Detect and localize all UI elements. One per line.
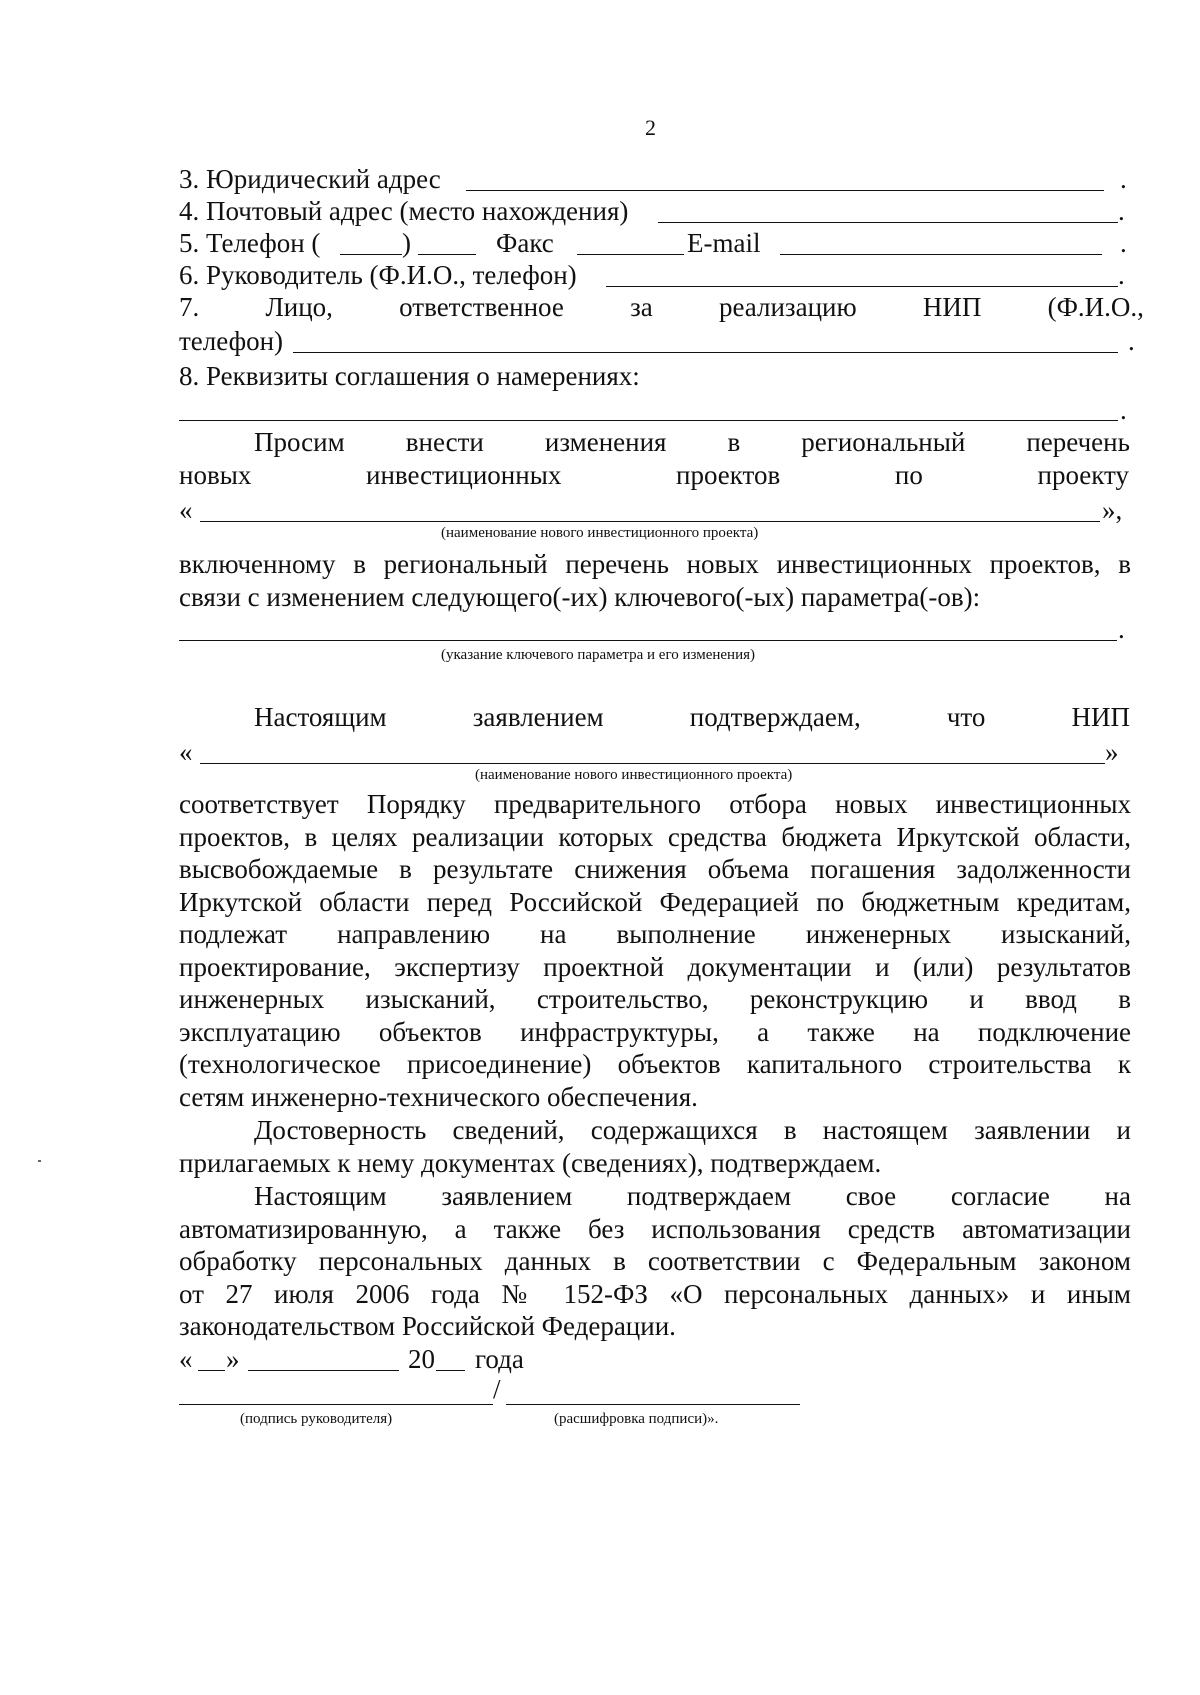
request-line-2 bbox=[179, 459, 1129, 491]
request-text-line: связи с изменением следующего(-их) ключевого(-ых) параметра(-ов): bbox=[179, 581, 981, 612]
request-word: проектов bbox=[676, 460, 781, 490]
confirm-word: подтверждаем, bbox=[689, 702, 861, 732]
confirm-body-line: высвобождаемые в результате снижения объема погашения задолженности bbox=[179, 854, 1131, 884]
date-month-field[interactable] bbox=[248, 1370, 399, 1371]
email-label: E-mail bbox=[687, 228, 761, 258]
postal-address-end: . bbox=[1118, 196, 1125, 226]
confirm-body-line: проектов, в целях реализации которых средства бюджета Иркутской области, bbox=[179, 821, 1131, 852]
request-word: региональный bbox=[801, 427, 966, 457]
director-field[interactable] bbox=[606, 286, 1118, 287]
project-quote-open: « bbox=[179, 495, 193, 525]
legal-address-field[interactable] bbox=[466, 190, 1104, 191]
confirm-word: что bbox=[946, 702, 986, 732]
signature-caption-left: (подпись руководителя) bbox=[240, 1411, 393, 1427]
key-parameter-end: . bbox=[1118, 614, 1125, 644]
agreement-field[interactable] bbox=[179, 420, 1118, 421]
phone-label: 5. Телефон ( bbox=[179, 228, 321, 258]
responsible-end: . bbox=[1128, 326, 1135, 356]
request-word: инвестиционных bbox=[366, 460, 562, 490]
confirm-line-1 bbox=[254, 701, 1130, 733]
signature-decoding-field[interactable] bbox=[506, 1404, 800, 1405]
reliability-line: прилагаемых к нему документах (сведениях), подтверждаем. bbox=[179, 1147, 882, 1178]
confirm-body-line: Иркутской области перед Российской Федерацией по бюджетным кредитам, bbox=[179, 886, 1131, 917]
consent-line: обработку персональных данных в соответствии с Федеральным законом bbox=[179, 1246, 1131, 1276]
director-label: 6. Руководитель (Ф.И.О., телефон) bbox=[179, 260, 577, 290]
phone-code-close: ) bbox=[402, 228, 411, 258]
confirm-body-line: соответствует Порядку предварительного отбора новых инвестиционных bbox=[179, 789, 1131, 819]
margin-dot bbox=[38, 1160, 41, 1162]
request-word: изменения bbox=[544, 427, 667, 457]
request-word: по bbox=[894, 460, 923, 490]
signature-field[interactable] bbox=[179, 1404, 493, 1405]
postal-address-field[interactable] bbox=[658, 222, 1118, 223]
responsible-word: за bbox=[630, 292, 653, 322]
director-end: . bbox=[1118, 260, 1125, 290]
phone-line-end: . bbox=[1120, 228, 1127, 258]
confirm-quote-close: » bbox=[1105, 737, 1119, 767]
responsible-phone-label: телефон) bbox=[179, 326, 284, 356]
signature-slash: / bbox=[493, 1374, 501, 1404]
legal-address-label: 3. Юридический адрес bbox=[179, 164, 441, 194]
confirm-word: заявлением bbox=[472, 702, 604, 732]
fax-label: Факс bbox=[496, 228, 554, 258]
responsible-person-row bbox=[179, 291, 1144, 323]
confirm-body-line: инженерных изысканий, строительство, реконструкцию и ввод в bbox=[179, 984, 1131, 1014]
confirm-body-line: (технологическое присоединение) объектов капитального строительства к bbox=[179, 1049, 1131, 1079]
page-number: 2 bbox=[645, 115, 656, 140]
agreement-end: . bbox=[1120, 395, 1127, 425]
responsible-word: 7. bbox=[179, 292, 200, 322]
confirm-body-line: сетям инженерно-технического обеспечения. bbox=[179, 1081, 698, 1112]
consent-line: Настоящим заявлением подтверждаем свое согласие на bbox=[254, 1181, 1131, 1211]
request-continuation bbox=[179, 548, 1131, 613]
responsible-word: Лицо, bbox=[265, 292, 333, 322]
consent-line: законодательством Российской Федерации. bbox=[179, 1311, 676, 1341]
fax-field[interactable] bbox=[577, 254, 684, 255]
consent-line: автоматизированную, а также без использования средств автоматизации bbox=[179, 1213, 1131, 1244]
phone-code-field[interactable] bbox=[340, 254, 402, 255]
agreement-label: 8. Реквизиты соглашения о намерениях: bbox=[179, 361, 640, 391]
request-word: в bbox=[727, 427, 741, 457]
confirm-project-field[interactable] bbox=[200, 763, 1105, 764]
date-quote-open: « bbox=[179, 1344, 193, 1374]
reliability-line: Достоверность сведений, содержащихся в настоящем заявлении и bbox=[254, 1115, 1131, 1145]
key-parameter-caption: (указание ключевого параметра и его изменения) bbox=[441, 647, 756, 663]
responsible-word: (Ф.И.О., bbox=[1047, 292, 1144, 322]
date-quote-close: » bbox=[226, 1344, 240, 1374]
confirm-body bbox=[179, 788, 1131, 1113]
responsible-word: реализацию bbox=[718, 292, 857, 322]
responsible-word: ответственное bbox=[399, 292, 564, 322]
request-word: проекту bbox=[1037, 460, 1129, 490]
responsible-person-field[interactable] bbox=[293, 352, 1118, 353]
project-name-caption: (наименование нового инвестиционного проекта) bbox=[441, 525, 759, 541]
confirm-word: НИП bbox=[1071, 702, 1130, 732]
responsible-word: НИП bbox=[922, 292, 982, 322]
date-day-field[interactable] bbox=[198, 1370, 225, 1371]
request-text-line: включенному в региональный перечень новых инвестиционных проектов, в bbox=[179, 549, 1131, 579]
postal-address-label: 4. Почтовый адрес (место нахождения) bbox=[179, 196, 629, 226]
confirm-project-caption: (наименование нового инвестиционного проекта) bbox=[475, 767, 793, 783]
request-word: новых bbox=[179, 460, 252, 490]
project-quote-close: », bbox=[1102, 495, 1123, 525]
confirm-quote-open: « bbox=[179, 737, 193, 767]
confirm-body-line: эксплуатацию объектов инфраструктуры, а также на подключение bbox=[179, 1016, 1131, 1047]
date-year-suffix: года bbox=[475, 1344, 524, 1374]
key-parameter-field[interactable] bbox=[179, 640, 1117, 641]
consent-line: от 27 июля 2006 года № 152-ФЗ «О персональных данных» и иным bbox=[179, 1278, 1131, 1309]
reliability-paragraph bbox=[179, 1114, 1131, 1179]
request-word: Просим bbox=[254, 427, 345, 457]
date-year-field[interactable] bbox=[436, 1370, 465, 1371]
confirm-word: Настоящим bbox=[254, 702, 387, 732]
confirm-body-line: подлежат направлению на выполнение инженерных изысканий, bbox=[179, 919, 1131, 949]
phone-number-field[interactable] bbox=[418, 254, 476, 255]
request-line-1 bbox=[254, 426, 1130, 458]
legal-address-end: . bbox=[1120, 164, 1127, 194]
request-word: перечень bbox=[1026, 427, 1130, 457]
request-word: внести bbox=[405, 427, 484, 457]
signature-caption-right: (расшифровка подписи)». bbox=[554, 1411, 719, 1427]
confirm-body-line: проектирование, экспертизу проектной документации и (или) результатов bbox=[179, 951, 1131, 982]
date-year-prefix: 20 bbox=[408, 1344, 435, 1374]
consent-paragraph bbox=[179, 1180, 1131, 1343]
email-field[interactable] bbox=[780, 254, 1102, 255]
project-name-field[interactable] bbox=[200, 521, 1100, 522]
